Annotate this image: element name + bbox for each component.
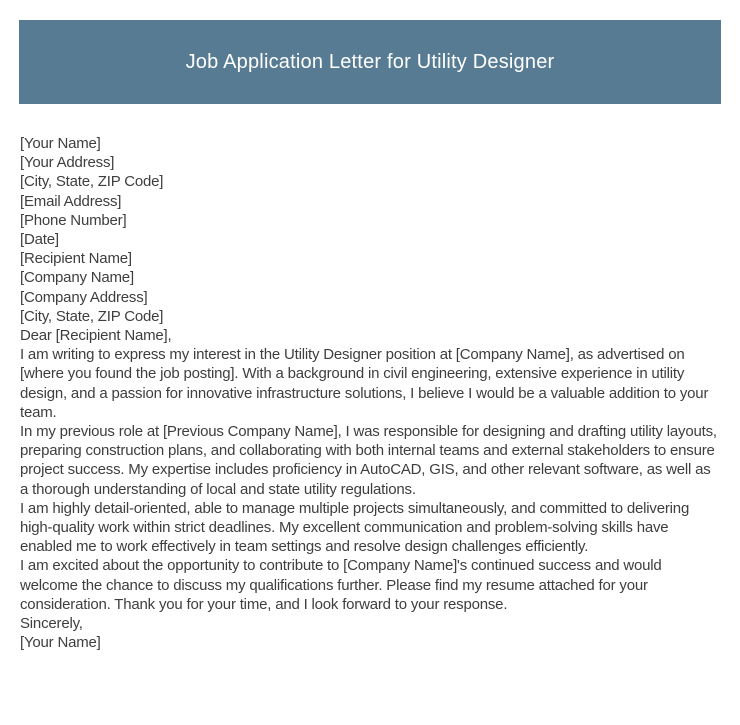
paragraph-conclusion: I am excited about the opportunity to contribute to [Company Name]'s continued success and would welcome the chance to discuss my qualifications further. Please find my resume attached for your consideration. Thank you for your time, and I look forward to your response. xyxy=(20,557,662,613)
signature: [Your Name] xyxy=(20,634,101,652)
recipient-line-name: [Recipient Name] xyxy=(20,250,132,268)
paragraph-skills: I am highly detail-oriented, able to manage multiple projects simultaneously, and committed to delivering high-quality work within strict deadlines. My excellent communication and problem-solving skills have enabled me to work effectively in team settings and resolve design challenges efficiently. xyxy=(20,499,690,556)
salutation: Dear [Recipient Name], xyxy=(20,327,172,345)
closing: Sincerely, xyxy=(20,615,83,633)
paragraph-introduction: I am writing to express my interest in the Utility Designer position at [Company Name], as advertised on [where you found the job posting]. With a background in civil engineering, extensive experience in utility design, and a passion for innovative infrastructure solutions, I believe I would be a valuable addition to your team. xyxy=(20,346,709,421)
contact-line-date: [Date] xyxy=(20,231,59,249)
contact-line-phone: [Phone Number] xyxy=(20,211,127,229)
letter-body xyxy=(0,134,740,652)
contact-line-name: [Your Name] xyxy=(20,135,101,152)
contact-line-email: [Email Address] xyxy=(20,192,122,210)
title-banner xyxy=(19,20,721,104)
recipient-line-company: [Company Name] xyxy=(20,269,134,287)
page-title: Job Application Letter for Utility Designer xyxy=(185,50,555,73)
contact-line-city-state-zip: [City, State, ZIP Code] xyxy=(20,173,164,191)
recipient-line-city-state-zip: [City, State, ZIP Code] xyxy=(20,307,164,325)
contact-line-address: [Your Address] xyxy=(20,154,115,172)
recipient-line-company-address: [Company Address] xyxy=(20,288,148,306)
paragraph-experience: In my previous role at [Previous Company Name], I was responsible for designing and drafting utility layouts, preparing construction plans, and collaborating with both internal teams and external stakeholders to ensure project success. My expertise includes proficiency in AutoCAD, GIS, and other relevant software, as well as a thorough understanding of local and state utility regulations. xyxy=(20,423,717,498)
